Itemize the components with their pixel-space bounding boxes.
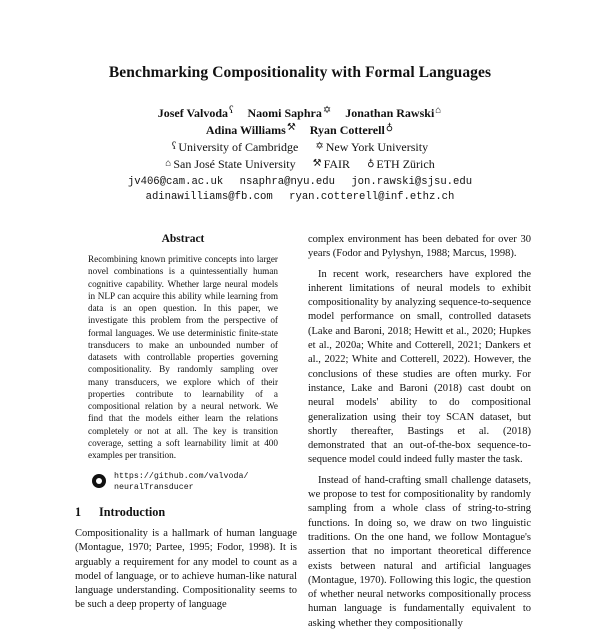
introduction-heading xyxy=(75,505,165,520)
affil-eth: ETH Zürich xyxy=(376,157,435,171)
email-rawski: jon.rawski@sjsu.edu xyxy=(351,176,473,188)
affil-sjsu: San José State University xyxy=(173,157,296,171)
abstract-section xyxy=(88,233,278,493)
affil-fair: FAIR xyxy=(323,157,351,171)
fair-tools-icon: ⚒ xyxy=(312,158,322,169)
eth-symbol-icon: ♁ xyxy=(367,158,375,169)
right-paragraph-2: In recent work, researchers have explored the inherent limitations of neural models to exhibit compositionality by analyzing sequence-to-sequence model performance on small, controlled datasets (Lake and Baroni, 2018; Hewitt et al., 2020; Hupkes et al., 2020a; White and Cotterell, 2021; Dankers et al., 2022; White and Cotterell, 2022). However, the conclusions of these studies are often murky. For instance, Lake and Baroni (2018) cast doubt on neural models' ability to do compositional generalization using their toy SCAN dataset, but shortly thereafter, Bastings et al. (2018) demonstrated that an out-of-the-box sequence-to-sequence model could indeed fully master the task. xyxy=(308,268,531,466)
abstract-body: Recombining known primitive concepts into larger novel combinations is a quintessentially human cognitive capability. Whether large neural models in NLP can acquire this ability while learning from data is an open question. In this paper, we investigate this problem from the perspective of formal languages. We use deterministic finite-state transducers to make an unbounded number of datasets with controllable properties governing compositionality. By randomly sampling over many transducers, we explore which of their properties contribute to learnability of a compositional relation by a neural network. We find that the models either learn the relations completely or not at all. The key is transition coverage, setting a soft learnability limit at 400 examples per transition. xyxy=(88,254,278,460)
section-title: Introduction xyxy=(99,505,166,519)
email-line-1 xyxy=(0,176,600,188)
author-line-2 xyxy=(0,123,600,138)
nyu-torch-icon: ✡ xyxy=(322,105,332,116)
repo-link[interactable] xyxy=(88,471,278,493)
affiliation-line-2 xyxy=(0,157,600,172)
github-icon xyxy=(92,474,106,488)
sjsu-bank-icon: ⌂ xyxy=(435,105,442,116)
fair-tools-icon: ⚒ xyxy=(286,122,296,133)
author-williams: Adina Williams xyxy=(205,123,286,137)
email-valvoda: jv406@cam.ac.uk xyxy=(127,176,224,188)
author-cotterell: Ryan Cotterell xyxy=(309,123,385,137)
email-saphra: nsaphra@nyu.edu xyxy=(239,176,335,188)
affil-nyu: New York University xyxy=(325,140,429,154)
author-rawski: Jonathan Rawski xyxy=(345,106,435,120)
email-williams: adinawilliams@fb.com xyxy=(145,191,273,203)
author-line-1 xyxy=(0,106,600,121)
author-valvoda: Josef Valvoda xyxy=(157,106,229,120)
author-saphra: Naomi Saphra xyxy=(247,106,322,120)
eth-symbol-icon: ♁ xyxy=(385,122,394,133)
cambridge-hook-icon: ʕ xyxy=(229,105,234,116)
introduction-body-left: Compositionality is a hallmark of human language (Montague, 1970; Partee, 1995; Fodor, 1998). It is arguably a requirement for any model to count as a model of language, or to achieve human-like natural language understanding. Compositionality seems to be such a deep property of language xyxy=(75,528,297,611)
repo-url-line-2: neuralTransducer xyxy=(114,483,194,493)
affil-cambridge: University of Cambridge xyxy=(178,140,299,154)
email-line-2 xyxy=(0,191,600,203)
right-paragraph-1: complex environment has been debated for over 30 years (Fodor and Pylyshyn, 1988; Marcus, 1998). xyxy=(308,234,531,260)
abstract-heading: Abstract xyxy=(161,233,205,245)
email-cotterell: ryan.cotterell@inf.ethz.ch xyxy=(289,191,455,203)
affiliation-line-1 xyxy=(0,140,600,155)
sjsu-bank-icon: ⌂ xyxy=(165,158,172,169)
cambridge-hook-icon: ʕ xyxy=(171,141,177,152)
right-paragraph-3: Instead of hand-crafting small challenge datasets, we propose to test for compositionality by randomly sampling from a whole class of string-to-string functions. In doing so, we draw on two linguistic traditions. On the one hand, we follow Montague's assertion that no important theoretical difference exists between natural and artificial languages (Montague, 1970). Following this logic, the question of whether neural networks compositionally process human language is fundamentally equivalent to asking whether they compositionally xyxy=(308,474,531,629)
section-number: 1 xyxy=(75,505,82,519)
paper-title: Benchmarking Compositionality with Formal Languages xyxy=(108,64,492,81)
repo-url-line-1: https://github.com/valvoda/ xyxy=(114,472,249,482)
nyu-torch-icon: ✡ xyxy=(315,141,324,152)
right-column-body xyxy=(308,233,531,631)
